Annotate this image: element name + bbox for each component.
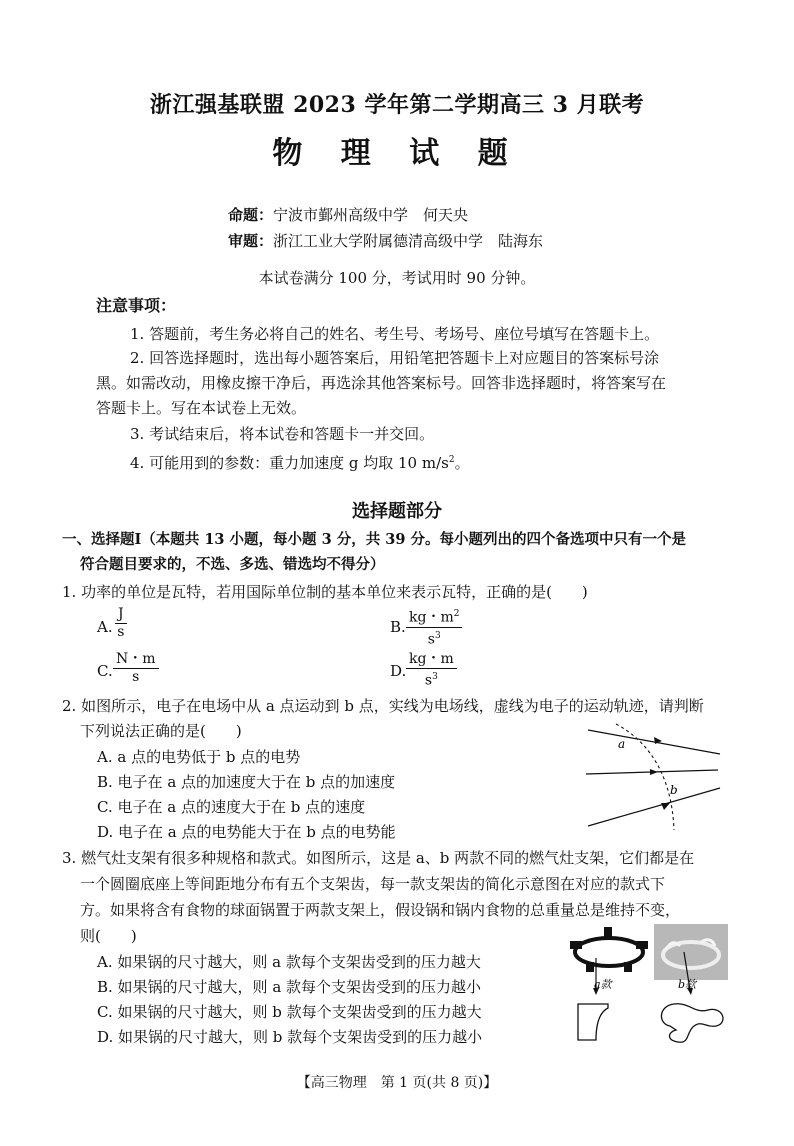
q2-option-b: B. 电子在 a 点的加速度大于在 b 点的加速度 [97, 773, 396, 791]
point-b-label: b [670, 783, 678, 797]
note-item-4 [130, 450, 470, 473]
q2-stem: 2. 如图所示，电子在电场中从 a 点运动到 b 点，实线为电场线，虚线为电子的运动轨迹，请判断 [62, 697, 704, 715]
stove-support-figure [566, 922, 736, 1052]
reviewer-name: 浙江工业大学附属德清高级中学 陆海东 [273, 232, 544, 250]
field-line [588, 788, 720, 826]
denominator: s [132, 669, 140, 685]
numerator: J [118, 606, 124, 622]
note-item: 答题卡上。写在本试卷上无效。 [96, 399, 307, 417]
setter-name: 宁波市鄞州高级中学 何天央 [273, 206, 469, 224]
stove-support-a-image [570, 927, 648, 972]
page-footer: 【高三物理 第 1 页(共 8 页)】 [296, 1075, 498, 1091]
q3-option-a: A. 如果锅的尺寸越大，则 a 款每个支架齿受到的压力越大 [97, 953, 481, 971]
section-instruction: 符合题目要求的，不选、多选、错选均不得分） [80, 556, 385, 573]
notes-heading: 注意事项： [96, 296, 177, 315]
subject-title: 物 理 试 题 [272, 136, 522, 171]
q3-option-d: D. 如果锅的尺寸越大，则 b 款每个支架齿受到的压力越小 [97, 1028, 483, 1046]
q3-stem: 则( ) [80, 927, 137, 945]
note-item: 1. 答题前，考生务必将自己的姓名、考生号、考场号、座位号填写在答题卡上。 [130, 325, 660, 343]
exam-title: 浙江强基联盟 2023 学年第二学期高三 3 月联考 [149, 92, 645, 118]
reviewer-label: 审题： [228, 232, 274, 250]
setter-label: 命题： [228, 206, 274, 224]
q1-option-c-fraction [113, 651, 159, 686]
superscript: 2 [448, 455, 455, 465]
q3-stem: 3. 燃气灶支架有很多种规格和款式。如图所示，这是 a、b 两款不同的燃气灶支架，它们都是在 [62, 849, 695, 867]
stove-support-b-image [654, 924, 728, 980]
note-item: 3. 考试结束后，将本试卷和答题卡一并交回。 [130, 425, 435, 443]
note-item: 4. 可能用到的参数：重力加速度 g 均取 10 m/s [130, 454, 449, 472]
denominator: s [424, 672, 433, 689]
field-line [588, 730, 720, 754]
q1-option-d-label: D. [390, 662, 407, 680]
q1-option-b-label: B. [390, 618, 406, 636]
q1-option-a-fraction [115, 606, 127, 641]
q2-stem: 下列说法正确的是( ) [80, 722, 242, 740]
setter-line [228, 205, 468, 225]
section-instruction: 一、选择题Ⅰ（本题共 13 小题，每小题 3 分，共 39 分。每小题列出的四个备选项中只有一个是 [62, 531, 687, 548]
q3-option-b: B. 如果锅的尺寸越大，则 a 款每个支架齿受到的压力越小 [97, 978, 482, 996]
tooth-a-schematic [578, 1004, 608, 1040]
denominator: s [427, 631, 435, 648]
q3-stem: 方。如果将含有食物的球面锅置于两款支架上，假设锅和锅内食物的总重量总是维持不变， [80, 901, 681, 919]
electric-field-figure [580, 722, 730, 832]
q1-option-b-fraction [406, 606, 462, 648]
tooth-b-schematic [661, 1004, 723, 1042]
style-b-label: b款 [678, 978, 697, 991]
note-item: 2. 回答选择题时，选出每小题答案后，用铅笔把答题卡上对应题目的答案标号涂 [130, 349, 660, 367]
numerator: kg・m [409, 651, 454, 667]
superscript: 2 [453, 609, 460, 619]
q1-option-a-label: A. [97, 618, 113, 636]
style-a-label: a款 [594, 978, 612, 991]
q3-stem: 一个圆圈底座上等间距地分布有五个支架齿，每一款支架齿的简化示意图在对应的款式下 [80, 875, 666, 893]
point-a-label: a [618, 737, 626, 751]
field-arrow [661, 803, 670, 810]
q2-option-c: C. 电子在 a 点的速度大于在 b 点的速度 [97, 798, 366, 816]
note-item: 黑。如需改动，用橡皮擦干净后，再选涂其他答案标号。回答非选择题时，将答案写在 [96, 374, 667, 392]
section-title: 选择题部分 [352, 501, 442, 522]
reviewer-line [228, 231, 543, 251]
exam-info: 本试卷满分 100 分，考试用时 90 分钟。 [258, 269, 536, 287]
superscript: 3 [434, 630, 441, 641]
q1-option-c-label: C. [97, 662, 113, 680]
superscript: 3 [432, 672, 438, 682]
q3-option-c: C. 如果锅的尺寸越大，则 b 款每个支架齿受到的压力越大 [97, 1003, 482, 1021]
q1-option-d-fraction [406, 651, 457, 690]
q1-stem: 1. 功率的单位是瓦特，若用国际单位制的基本单位来表示瓦特，正确的是( ) [62, 583, 588, 601]
field-arrow [650, 769, 658, 775]
denominator: s [117, 624, 125, 640]
note-end: 。 [454, 454, 470, 472]
q2-option-d: D. 电子在 a 点的电势能大于在 b 点的电势能 [97, 823, 396, 841]
q2-option-a: A. a 点的电势低于 b 点的电势 [97, 748, 301, 766]
numerator: kg・m [409, 609, 454, 626]
numerator: N・m [116, 651, 156, 667]
